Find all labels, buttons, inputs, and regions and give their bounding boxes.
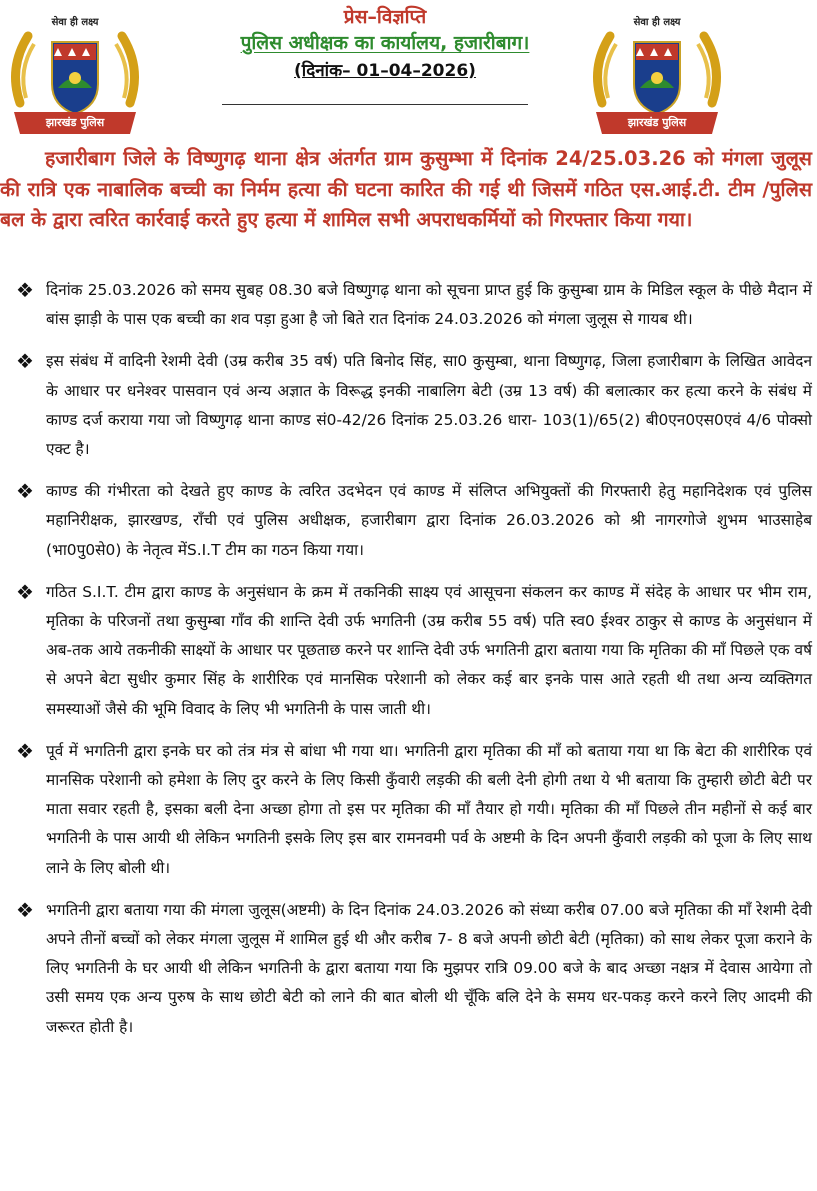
jharkhand-police-emblem-left [0, 8, 150, 138]
paragraph-text: गठित S.I.T. टीम द्वारा काण्ड के अनुसंधान के क्रम में तकनिकी साक्ष्य एवं आसूचना संकलन कर काण्ड में संदेह के आधार पर भीम राम, मृतिका के परिजनों तथा कुसुम्बा गाँव की शान्ति देवी उर्फ भगतिनी (उम्र करीब 55 वर्ष) पति स्व0 ईश्वर ठाकुर से काण्ड के अनुसंधान में अब-तक आये तकनीकी साक्ष्यों के आधार पर पूछताछ करने पर शान्ति देवी उर्फ भगतिनी द्वारा बताया गया कि मृतिका की माँ पिछले एक वर्ष से अपने बेटा सुधीर कुमार सिंह के शारीरिक एवं मानसिक परेशानी को लेकर कई बार इनके पास आते रहती थी तथा अन्य व्यक्तिगत समस्याओं जैसे की भूमि विवाद के लिए भी भगतिनी के पास जाती थी। [46, 582, 812, 718]
emblem-banner-text: झारखंड पुलिस [45, 116, 105, 129]
diamond-bullet-icon: ❖ [16, 738, 34, 763]
diamond-bullet-icon: ❖ [16, 349, 34, 374]
list-item [0, 276, 812, 334]
header-divider [222, 104, 528, 105]
press-release-title: प्रेस–विज्ञप्ति [343, 6, 427, 28]
office-title: पुलिस अधीक्षक का कार्यालय, हजारीबाग। [240, 32, 530, 54]
diamond-bullet-icon: ❖ [16, 278, 34, 302]
list-item [0, 347, 812, 464]
diamond-bullet-icon: ❖ [16, 579, 34, 604]
paragraph-text: इस संबंध में वादिनी रेशमी देवी (उम्र करीब 35 वर्ष) पति बिनोद सिंह, सा0 कुसुम्बा, थाना विष्णुगढ़, जिला हजारीबाग के लिखित आवेदन के आधार पर धनेश्वर पासवान एवं अन्य अज्ञात के विरूद्ध इनकी नाबालिग बेटी (उम्र 13 वर्ष) की बलात्कार कर हत्या करने के संबंध में काण्ड दर्ज कराया गया जो विष्णुगढ़ थाना काण्ड सं0-42/26 दिनांक 25.03.26 धारा- 103(1)/65(2) बी0एन0एस0एवं 4/6 पोक्सो एक्ट है। [46, 352, 812, 459]
diamond-bullet-icon: ❖ [16, 479, 34, 504]
list-item [0, 578, 812, 724]
jharkhand-police-emblem-right [582, 8, 732, 138]
emblem-banner-text: झारखंड पुलिस [627, 116, 687, 129]
emblem-motto: सेवा ही लक्ष्य [51, 17, 99, 28]
paragraph-text: भगतिनी द्वारा बताया गया की मंगला जुलूस(अष्टमी) के दिन दिनांक 24.03.2026 को संध्या करीब 07.00 बजे मृतिका की माँ रेशमी देवी अपने तीनों बच्चों को लेकर मंगला जुलूस में शामिल हुई थी और करीब 7- 8 बजे अपनी छोटी बेटी (मृतिका) को साथ लेकर पूजा कराने के लिए भगतिनी के घर आयी थी लेकिन भगतिनी के द्वारा बताया गया कि मुझपर रात्रि 09.00 बजे के बाद अच्छा नक्षत्र में देवास आयेगा तो उसी समय एक अन्य पुरुष के साथ छोटी बेटी को लाने की बात बोली थी चूँकि बलि देने के समय धर-पकड़ करने करने लिए आदमी की जरूरत होती है। [46, 900, 812, 1036]
paragraph-text: पूर्व में भगतिनी द्वारा इनके घर को तंत्र मंत्र से बांधा भी गया था। भगतिनी द्वारा मृतिका की माँ को बताया गया था कि बेटा की शारीरिक एवं मानसिक परेशानी को हमेशा के लिए दुर करने के लिए किसी कुँवारी लड़की की बली देनी होगी तथा ये भी बताया कि तुम्हारी छोटी बेटी पर माता सवार रहती है, इसका बली देना अच्छा होगा तो इस पर मृतिका की माँ तैयार हो गयी। मृतिका की माँ पिछले तीन महीनों से कई बार भगतिनी के पास आयी थी लेकिन भगतिनी इसके लिए इस बार रामनवमी पर्व के अष्टमी के दिन अपनी कुँवारी लड़की को पूजा के लिए साथ लाने के लिए बोली थी। [46, 741, 812, 877]
list-item [0, 737, 812, 883]
paragraph-text: दिनांक 25.03.2026 को समय सुबह 08.30 बजे विष्णुगढ़ थाना को सूचना प्राप्त हुई कि कुसुम्बा ग्राम के मिडिल स्कूल के पीछे मैदान में बांस झाड़ी के पास एक बच्ची का शव पड़ा हुआ है जो बिते रात दिनांक 24.03.2026 को मंगला जुलूस से गायब थी। [46, 281, 812, 329]
diamond-bullet-icon: ❖ [16, 897, 34, 922]
emblem-motto: सेवा ही लक्ष्य [633, 17, 681, 28]
bullet-list [0, 276, 812, 1055]
headline: हजारीबाग जिले के विष्णुगढ़ थाना क्षेत्र अंतर्गत ग्राम कुसुम्भा में दिनांक 24/25.03.26 को मंगला जुलूस की रात्रि एक नाबालिक बच्ची का निर्मम हत्या की घटना कारित की गई थी जिसमें गठित एस.आई.टी. टीम /पुलिस बल के द्वारा त्वरित कार्रवाई करते हुए हत्या में शामिल सभी अपराधकर्मियों को गिरफ्तार किया गया। [0, 147, 812, 231]
letterhead [205, 4, 565, 84]
release-date: (दिनांक– 01–04–2026) [294, 61, 476, 81]
list-item [0, 896, 812, 1042]
list-item [0, 477, 812, 565]
paragraph-text: काण्ड की गंभीरता को देखते हुए काण्ड के त्वरित उदभेदन एवं काण्ड में संलिप्त अभियुक्तों की गिरफ्तारी हेतु महानिदेशक एवं पुलिस महानिरीक्षक, झारखण्ड, राँची एवं पुलिस अधीक्षक, हजारीबाग द्वारा दिनांक 26.03.2026 को श्री नागरगोजे शुभम भाउसाहेब (भा0पु0से0) के नेतृत्व मेंS.I.T टीम का गठन किया गया। [46, 482, 812, 559]
